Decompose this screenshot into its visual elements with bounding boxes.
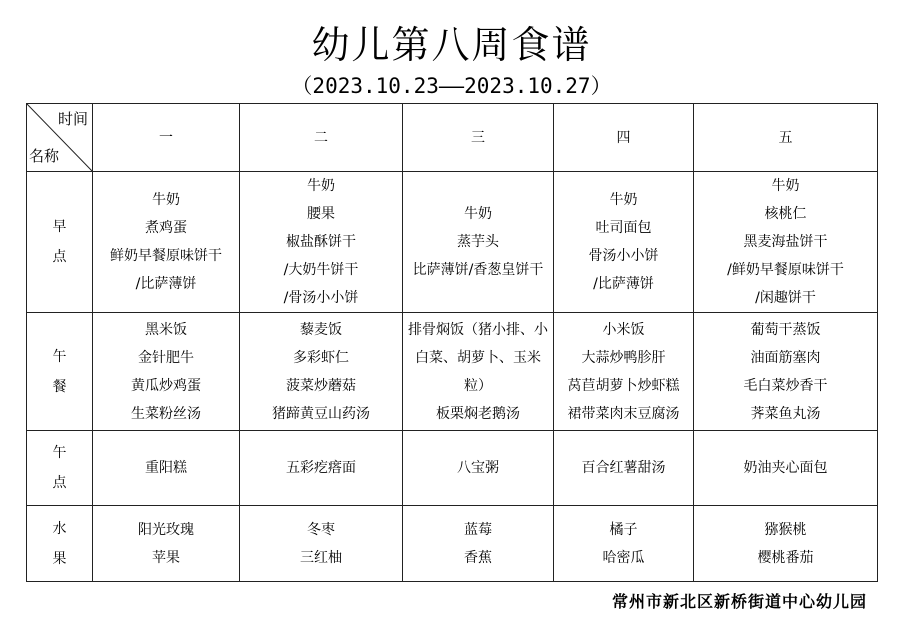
menu-item: 毛白菜炒香干 [743,377,828,394]
menu-item: 阳光玫瑰 [138,521,194,538]
meal-label-char: 点 [52,475,67,491]
menu-item: 莴苣胡萝卜炒虾糕 [567,377,680,394]
menu-item: 蒸芋头 [457,234,499,250]
meal-label [27,313,93,431]
lunch-row [27,313,878,431]
menu-item: 大蒜炒鸭胗肝 [581,349,666,366]
day-header-3: 三 [403,104,554,172]
menu-item: 蓝莓 [464,521,492,538]
school-name: 常州市新北区新桥街道中心幼儿园 [611,592,867,611]
menu-cell [93,313,240,431]
menu-cell [554,431,694,506]
menu-item: /骨汤小小饼 [283,290,359,306]
day-header-5: 五 [694,104,878,172]
meal-label-char: 午 [52,445,67,461]
menu-item: 香蕉 [464,549,492,566]
menu-item: 排骨焖饭（猪小排、小白菜、胡萝卜、玉米粒） [408,321,548,394]
day-header-1: 一 [93,104,240,172]
menu-cell [240,313,403,431]
menu-cell [240,506,403,582]
menu-item: 百合红薯甜汤 [581,460,666,476]
meal-label [27,506,93,582]
menu-item: 黑米饭 [145,321,187,338]
header-row [27,104,878,172]
menu-cell [93,506,240,582]
menu-item: 生菜粉丝汤 [131,405,201,422]
menu-item: 冬枣 [307,521,335,538]
menu-item: 三红柚 [300,549,342,566]
meal-label-char: 水 [52,520,67,537]
meal-label-char: 餐 [52,378,67,395]
meal-label-char: 午 [52,348,67,365]
meal-label-char: 果 [52,550,67,567]
menu-item: 煮鸡蛋 [145,220,187,236]
meal-label [27,172,93,313]
menu-cell [403,313,554,431]
menu-item: 牛奶 [464,206,492,222]
menu-cell [403,172,554,313]
menu-item: 苹果 [152,549,180,566]
day-header-4: 四 [554,104,694,172]
menu-item: 牛奶 [609,192,638,208]
menu-item: /鲜奶早餐原味饼干 [727,262,844,278]
menu-table [26,103,878,582]
menu-item: 哈密瓜 [602,549,645,566]
menu-item: 核桃仁 [764,206,807,222]
day-header-2: 二 [240,104,403,172]
menu-item: 猪蹄黄豆山药汤 [272,405,370,422]
menu-item: 黄瓜炒鸡蛋 [131,377,201,394]
menu-item: 菠菜炒蘑菇 [286,377,356,394]
corner-name-label: 名称 [29,147,60,165]
menu-item: 猕猴桃 [764,521,807,538]
menu-cell [694,172,878,313]
menu-cell [93,431,240,506]
menu-item: 樱桃番茄 [757,549,814,566]
menu-item: 牛奶 [152,192,180,208]
menu-cell [694,313,878,431]
page-title: 幼儿第八周食谱 [311,23,592,67]
menu-item: 油面筋塞肉 [750,349,821,366]
corner-time-label: 时间 [57,110,88,128]
menu-item: 金针肥牛 [138,349,194,366]
menu-item: 藜麦饭 [300,321,342,338]
menu-item: 黑麦海盐饼干 [743,234,828,250]
corner-cell [27,104,93,172]
menu-item: 裙带菜肉末豆腐汤 [567,405,680,422]
fruit-row [27,506,878,582]
menu-cell [694,431,878,506]
menu-item: 荠菜鱼丸汤 [750,405,821,422]
menu-item: 牛奶 [771,178,800,194]
menu-cell [554,172,694,313]
menu-item: 多彩虾仁 [293,349,349,366]
menu-item: 奶油夹心面包 [743,460,828,476]
menu-item: 葡萄干蒸饭 [750,321,821,338]
menu-item: /大奶牛饼干 [283,262,359,278]
meal-label-char: 点 [52,249,67,265]
menu-cell [694,506,878,582]
menu-item: 腰果 [307,206,335,222]
menu-item: 板栗焖老鹅汤 [436,405,520,422]
breakfast-row [27,172,878,313]
menu-cell [403,431,554,506]
menu-item: 吐司面包 [595,220,652,236]
menu-cell [554,506,694,582]
menu-item: /闲趣饼干 [755,290,816,306]
date-range: （2023.10.23——2023.10.27） [291,74,612,98]
menu-cell [554,313,694,431]
menu-item: /比萨薄饼 [593,276,654,292]
menu-item: 橘子 [609,521,638,538]
menu-cell [240,431,403,506]
menu-item: 八宝粥 [457,460,499,476]
menu-item: 重阳糕 [145,460,187,476]
menu-item: /比萨薄饼 [135,276,197,292]
menu-item: 骨汤小小饼 [588,248,659,264]
meal-label [27,431,93,506]
menu-cell [240,172,403,313]
menu-item: 牛奶 [307,178,335,194]
menu-item: 小米饭 [602,321,645,338]
menu-item: 鲜奶早餐原味饼干 [110,248,222,264]
menu-cell [93,172,240,313]
snack-row [27,431,878,506]
menu-item: 比萨薄饼/香葱皇饼干 [412,262,544,278]
meal-label-char: 早 [52,219,67,235]
menu-cell [403,506,554,582]
menu-item: 椒盐酥饼干 [286,234,356,250]
menu-item: 五彩疙瘩面 [286,460,356,476]
